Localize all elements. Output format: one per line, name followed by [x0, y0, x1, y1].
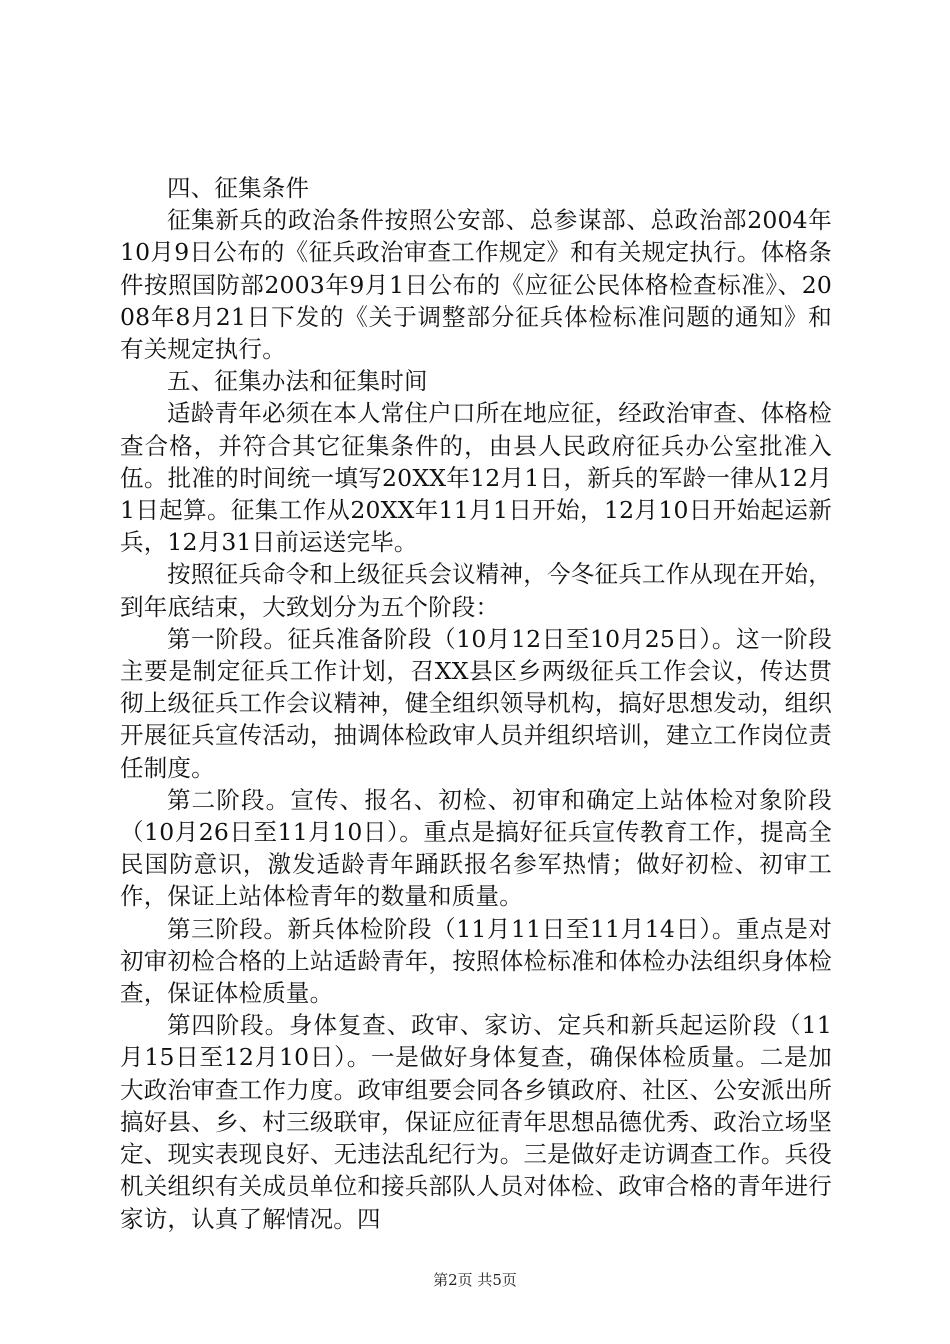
paragraph-stage-3: 第三阶段。新兵体检阶段（11月11日至11月14日）。重点是对初审初检合格的上站适龄青年，按照体检标准和体检办法组织身体检查，保证体检质量。 — [120, 914, 832, 1008]
section-heading-conditions: 四、征集条件 — [167, 174, 310, 202]
paragraph-stage-1: 第一阶段。征兵准备阶段（10月12日至10月25日）。这一阶段主要是制定征兵工作计划，召XX县区乡两级征兵工作会议，传达贯彻上级征兵工作会议精神，健全组织领导机构，搞好思想发动，组织开展征兵宣传活动，抽调体检政审人员并组织培训，建立工作岗位责任制度。 — [120, 624, 832, 782]
paragraph-stage-4: 第四阶段。身体复查、政审、家访、定兵和新兵起运阶段（11月15日至12月10日）。一是做好身体复查，确保体检质量。二是加大政治审查工作力度。政审组要会同各乡镇政府、社区、公安派出所搞好县、乡、村三级联审，保证应征青年思想品德优秀、政治立场坚定、现实表现良好、无违法乱纪行为。三是做好走访调查工作。兵役机关组织有关成员单位和接兵部队人员对体检、政审合格的青年进行家访，认真了解情况。四 — [120, 1011, 832, 1233]
document-body — [120, 172, 832, 1235]
paragraph-stages-intro: 按照征兵命令和上级征兵会议精神，今冬征兵工作从现在开始，到年底结束，大致划分为五个阶段： — [120, 560, 832, 621]
section-heading-method-time: 五、征集办法和征集时间 — [167, 367, 428, 396]
paragraph-conditions: 征集新兵的政治条件按照公安部、总参谋部、总政治部2004年10月9日公布的《征兵政治审查工作规定》和有关规定执行。体格条件按照国防部2003年9月1日公布的《应征公民体格检查标准》、2008年8月21日下发的《关于调整部分征兵体检标准问题的通知》和有关规定执行。 — [120, 206, 832, 364]
paragraph-method: 适龄青年必须在本人常住户口所在地应征，经政治审查、体格检查合格，并符合其它征集条件的，由县人民政府征兵办公室批准入伍。批准的时间统一填写20XX年12月1日，新兵的军龄一律从12月1日起算。征集工作从20XX年11月1日开始，12月10日开始起运新兵，12月31日前运送完毕。 — [120, 399, 832, 557]
page-number-footer: 第2页 共5页 — [433, 1271, 517, 1289]
paragraph-stage-2: 第二阶段。宣传、报名、初检、初审和确定上站体检对象阶段（10月26日至11月10日）。重点是搞好征兵宣传教育工作，提高全民国防意识，激发适龄青年踊跃报名参军热情；做好初检、初审工作，保证上站体检青年的数量和质量。 — [120, 785, 832, 911]
